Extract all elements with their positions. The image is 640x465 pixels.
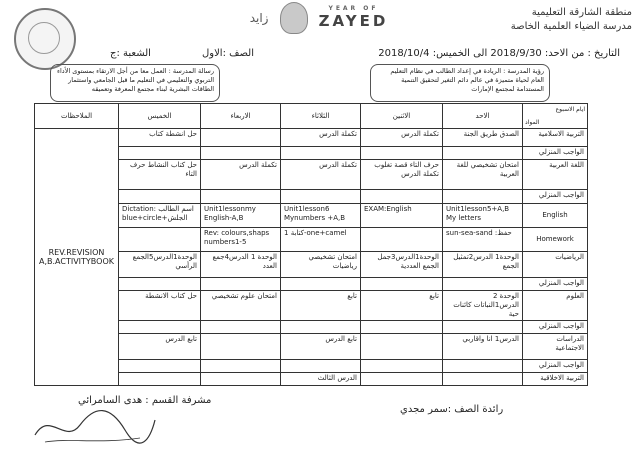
cell-tue: تابع الدرس (281, 334, 361, 360)
section-line: الشعبة :ج (110, 48, 151, 59)
school-vision-text: رؤية المدرسة : الريادة في إعداد الطالب في نظام التعليم العام لحياة متميزة في عالم دائم التغير لتحقيق التنمية المستدامة لمجتمع الإمارات (390, 67, 544, 93)
signature-scribble-icon (30, 400, 160, 450)
table-header-row (35, 104, 588, 129)
cell-tue (281, 190, 361, 204)
cell-wed (201, 278, 281, 291)
cell-tue: تكملة الدرس (281, 160, 361, 190)
zayed-year-label: YEAR OF (328, 4, 379, 12)
table-row (35, 129, 588, 147)
cell-thu (119, 228, 201, 252)
cell-wed (201, 147, 281, 160)
corner-day-label: ايام الاسبوع (555, 106, 585, 113)
subject-cell: التربية الاخلاقية (523, 373, 588, 386)
year-of-zayed-logo (234, 2, 404, 42)
cell-sun (443, 278, 523, 291)
school-vision-box (370, 64, 550, 102)
cell-tue: امتحان تشخيصي رياضيات (281, 252, 361, 278)
date-line: التاريخ : من الاحد: 2018/9/30 الى الخميس: 2018/10/4 (378, 48, 620, 59)
cell-wed: امتحان علوم تشخيصي (201, 291, 281, 321)
cell-wed (201, 129, 281, 147)
cell-sun (443, 321, 523, 334)
subject-cell: العلوم (523, 291, 588, 321)
subject-cell: English (523, 204, 588, 228)
subject-cell: التربية الاسلامية (523, 129, 588, 147)
school-message-box (50, 64, 220, 102)
zayed-arabic-text: زايد (249, 11, 269, 25)
cell-thu (119, 360, 201, 373)
cell-tue: كتابة 1-one+camel (281, 228, 361, 252)
cell-tue: تابع (281, 291, 361, 321)
cell-mon (361, 321, 443, 334)
notes-cell: REV.REVISION A,B.ACTIVITYBOOK (35, 129, 119, 386)
cell-thu: الوحدة1الدرس5الجمع الرأسي (119, 252, 201, 278)
cell-tue: Unit1lesson6 Mynumbers +A,B (281, 204, 361, 228)
subject-cell: الرياضيات (523, 252, 588, 278)
cell-wed: Rev: colours,shaps numbers1-5 (201, 228, 281, 252)
cell-thu (119, 147, 201, 160)
org-block (452, 6, 632, 34)
cell-tue: الدرس الثالث (281, 373, 361, 386)
cell-sun (443, 360, 523, 373)
school-message-text: رسالة المدرسة : العمل معا من أجل الارتقاء بمستوى الأداء التربوي والتعليمي في التعليم ما قبل الجامعي واستثمار الطاقات البشرية لبناء مجتمع المعرفة وتعميقه (56, 67, 214, 93)
cell-mon (361, 190, 443, 204)
cell-wed: تكملة الدرس (201, 160, 281, 190)
homework-label: Homework (523, 228, 588, 252)
cell-thu: حل كتاب النشاط حرف التاء (119, 160, 201, 190)
cell-wed (201, 334, 281, 360)
cell-sun: امتحان تشخيصي للغة العربية (443, 160, 523, 190)
cell-tue: تكملة الدرس (281, 129, 361, 147)
weekly-plan-table (34, 103, 588, 386)
cell-wed (201, 321, 281, 334)
notes-header: الملاحظات (35, 104, 119, 129)
homework-label: الواجب المنزلي (523, 147, 588, 160)
sunday-header: الاحد (443, 104, 523, 129)
thursday-header: الخميس (119, 104, 201, 129)
zayed-name: ZAYED (318, 11, 389, 30)
cell-sun: Unit1lesson5+A,B My letters (443, 204, 523, 228)
cell-thu: Dictation: اسم الطالب blue+circle+الجلش (119, 204, 201, 228)
cell-sun: الوحدة 2 الدرس1النباتات كائنات حية (443, 291, 523, 321)
homework-label: الواجب المنزلي (523, 321, 588, 334)
cell-mon: الوحدة1الدرس3جمل الجمع العددية (361, 252, 443, 278)
corner-header (523, 104, 588, 129)
cell-mon (361, 228, 443, 252)
cell-mon (361, 147, 443, 160)
cell-sun: sun-sea-sand :حفظ (443, 228, 523, 252)
cell-mon (361, 278, 443, 291)
cell-wed: الوحدة 1 الدرس4جمع العدد (201, 252, 281, 278)
homework-label: الواجب المنزلي (523, 278, 588, 291)
cell-sun (443, 190, 523, 204)
seal-icon (14, 8, 76, 70)
cell-mon (361, 360, 443, 373)
homework-label: الواجب المنزلي (523, 360, 588, 373)
wednesday-header: الاربعاء (201, 104, 281, 129)
portrait-icon (280, 2, 308, 34)
cell-tue (281, 360, 361, 373)
cell-sun (443, 147, 523, 160)
zayed-wordmark (318, 4, 389, 30)
cell-thu (119, 190, 201, 204)
cell-mon: حرف التاء قصة تغلوب تكملة الدرس (361, 160, 443, 190)
corner-subject-label: المواد (525, 119, 540, 126)
class-leader-line: رائدة الصف :سمر مجدي (400, 404, 504, 415)
cell-thu (119, 373, 201, 386)
cell-tue (281, 278, 361, 291)
tuesday-header: الثلاثاء (281, 104, 361, 129)
subject-cell: اللغة العربية (523, 160, 588, 190)
cell-sun: الصدق طريق الجنة (443, 129, 523, 147)
cell-mon (361, 334, 443, 360)
org-line-2: مدرسة الضياء العلمية الخاصة (510, 21, 632, 32)
org-line-1: منطقة الشارقة التعليمية (531, 7, 632, 18)
cell-mon: EXAM:English (361, 204, 443, 228)
cell-sun: الوحدة1 الدرس2تمثيل الجمع (443, 252, 523, 278)
cell-tue (281, 147, 361, 160)
cell-mon (361, 373, 443, 386)
cell-sun: الدرس1 انا واقاربي (443, 334, 523, 360)
cell-thu (119, 278, 201, 291)
cell-tue (281, 321, 361, 334)
cell-wed (201, 360, 281, 373)
cell-wed: Unit1lessonmy English-A,B (201, 204, 281, 228)
grade-line: الصف :الاول (202, 48, 254, 59)
cell-wed (201, 373, 281, 386)
cell-thu (119, 321, 201, 334)
subject-cell: الدراسات الاجتماعية (523, 334, 588, 360)
homework-label: الواجب المنزلي (523, 190, 588, 204)
supervisor-signature-line: مشرفة القسم : هدى السامرائي (78, 395, 212, 406)
cell-mon: تابع (361, 291, 443, 321)
cell-sun (443, 373, 523, 386)
monday-header: الاثنين (361, 104, 443, 129)
cell-wed (201, 190, 281, 204)
cell-thu: حل انشطة كتاب (119, 129, 201, 147)
cell-mon: تكملة الدرس (361, 129, 443, 147)
cell-thu: حل كتاب الانشطة (119, 291, 201, 321)
cell-thu: تابع الدرس (119, 334, 201, 360)
